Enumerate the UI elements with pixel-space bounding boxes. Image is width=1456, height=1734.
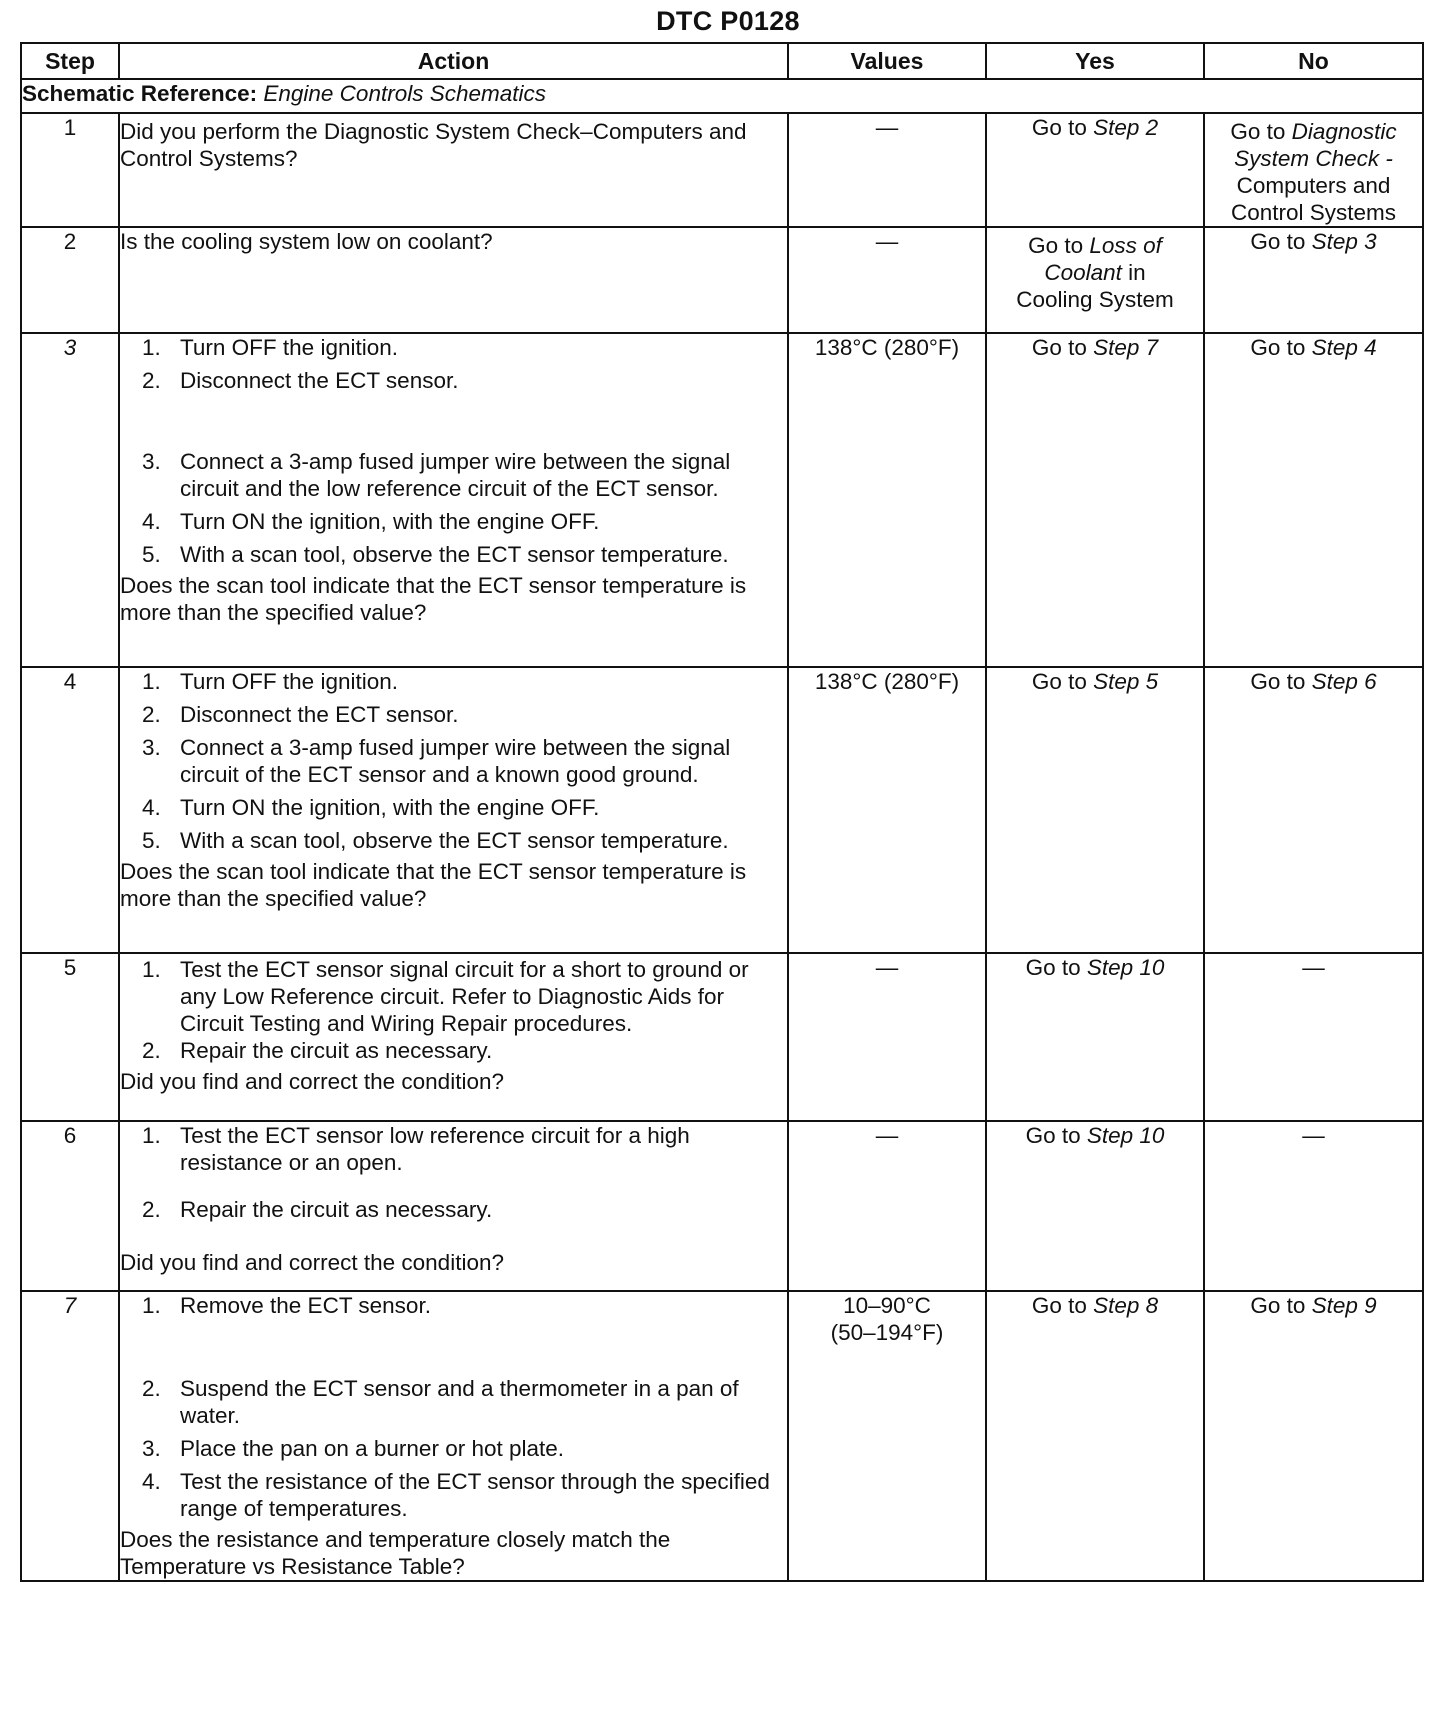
list-item-text: Turn ON the ignition, with the engine OFF. [180,795,600,820]
list-item-text: Test the ECT sensor signal circuit for a short to ground or any Low Reference circuit. Refer to Diagnostic Aids for Circuit Testing and Wiring Repair procedures. [180,957,749,1036]
go-to-label: Go to [1025,1123,1081,1148]
list-item: 1. Test the ECT sensor low reference circuit for a high resistance or an open. [142,1123,690,1175]
action-cell: Did you perform the Diagnostic System Check–Computers and Control Systems? [119,113,788,227]
yes-target: Step 10 [1086,955,1165,980]
action-cell [119,667,788,953]
value-cell: 138°C (280°F) [788,333,986,667]
yes-cell [986,953,1204,1121]
list-item: 4. Turn ON the ignition, with the engine OFF. [142,509,600,534]
action-cell: Is the cooling system low on coolant? [119,227,788,333]
go-to-label: Go to [1031,1293,1087,1318]
list-item-text: Disconnect the ECT sensor. [180,368,459,393]
action-cell [119,333,788,667]
value-cell: — [788,113,986,227]
step-number: 4 [21,667,119,953]
action-question: Did you find and correct the condition? [120,1069,504,1094]
go-to-label: Go to [1031,669,1087,694]
diagnostic-table [20,42,1424,1582]
yes-cell [986,227,1204,333]
no-target-rest: Computers and Control Systems [1230,173,1397,225]
list-item: 3. Connect a 3-amp fused jumper wire between the signal circuit of the ECT sensor and a known good ground. [142,735,731,787]
yes-target: Step 7 [1093,335,1159,360]
list-item-text: Repair the circuit as necessary. [180,1038,493,1063]
list-item-text: Remove the ECT sensor. [180,1293,431,1318]
list-item: 2. Repair the circuit as necessary. [142,1197,493,1222]
list-item-text: With a scan tool, observe the ECT sensor temperature. [180,542,729,567]
step-number: 5 [21,953,119,1121]
table-row [21,113,1423,227]
no-cell [1204,667,1423,953]
no-cell [1204,113,1423,227]
step-number: 2 [21,227,119,333]
go-to-label: Go to [1028,233,1084,258]
action-list [120,1292,787,1522]
step-number: 6 [21,1121,119,1291]
table-row [21,1121,1423,1291]
list-item-text: Turn OFF the ignition. [180,669,399,694]
value-line: 10–90°C [843,1293,931,1318]
action-question: Does the resistance and temperature closely match the Temperature vs Resistance Table? [120,1527,671,1579]
action-question: Does the scan tool indicate that the ECT sensor temperature is more than the specified value? [120,573,747,625]
yes-target-rest: in [1128,260,1146,285]
no-target: Step 6 [1311,669,1377,694]
list-item: 4. Turn ON the ignition, with the engine OFF. [142,795,600,820]
action-cell [119,953,788,1121]
table-row [21,1291,1423,1581]
go-to-label: Go to [1250,229,1306,254]
yes-cell [986,333,1204,667]
header-action: Action [119,43,788,79]
header-no: No [1204,43,1423,79]
no-cell [1204,1291,1423,1581]
yes-cell [986,1121,1204,1291]
action-cell [119,1291,788,1581]
list-item-text: Repair the circuit as necessary. [180,1197,493,1222]
page-title: DTC P0128 [656,6,800,36]
list-item-text: Connect a 3-amp fused jumper wire between the signal circuit of the ECT sensor and a known good ground. [180,735,731,787]
action-cell [119,1121,788,1291]
value-cell: 138°C (280°F) [788,667,986,953]
table-row [21,333,1423,667]
list-item: 3. Place the pan on a burner or hot plate. [142,1436,565,1461]
list-item: 2. Disconnect the ECT sensor. [142,702,459,727]
list-item: 5. With a scan tool, observe the ECT sensor temperature. [142,542,729,567]
yes-target: Step 8 [1093,1293,1159,1318]
value-line: (50–194°F) [830,1320,944,1345]
action-list [120,334,787,568]
action-question: Did you find and correct the condition? [120,1250,504,1275]
list-item: 3. Connect a 3-amp fused jumper wire between the signal circuit and the low reference circuit of the ECT sensor. [142,449,731,501]
list-item: 1. Turn OFF the ignition. [142,669,399,694]
no-target: Step 4 [1311,335,1377,360]
list-item: 2. Disconnect the ECT sensor. [142,368,459,393]
no-cell [1204,333,1423,667]
step-number: 7 [21,1291,119,1581]
list-item-text: Test the resistance of the ECT sensor through the specified range of temperatures. [180,1469,770,1521]
header-yes: Yes [986,43,1204,79]
header-values: Values [788,43,986,79]
yes-target: Step 2 [1093,115,1159,140]
list-item-text: Test the ECT sensor low reference circuit for a high resistance or an open. [180,1123,690,1175]
yes-cell [986,113,1204,227]
no-cell: — [1204,953,1423,1121]
list-item: 1. Turn OFF the ignition. [142,335,399,360]
no-target: Diagnostic System Check - [1234,119,1397,171]
list-item: 1. Test the ECT sensor signal circuit for a short to ground or any Low Reference circuit. Refer to Diagnostic Aids for Circuit Testing and Wiring Repair procedures. [142,957,749,1036]
list-item: 2. Repair the circuit as necessary. [142,1038,493,1063]
schematic-reference-row [21,79,1423,113]
schematic-reference-value: Engine Controls Schematics [263,81,547,106]
list-item-text: Turn ON the ignition, with the engine OFF. [180,509,600,534]
go-to-label: Go to [1230,119,1286,144]
yes-target-tail: Cooling System [1016,287,1174,312]
schematic-reference-label: Schematic Reference: [22,81,258,106]
list-item-text: Turn OFF the ignition. [180,335,399,360]
yes-target: Step 5 [1093,669,1159,694]
no-target: Step 3 [1311,229,1377,254]
list-item: 4. Test the resistance of the ECT sensor through the specified range of temperatures. [142,1469,770,1521]
list-item: 1. Remove the ECT sensor. [142,1293,431,1318]
yes-target: Step 10 [1086,1123,1165,1148]
table-row [21,667,1423,953]
header-row [21,43,1423,79]
go-to-label: Go to [1250,669,1306,694]
list-item: 2. Suspend the ECT sensor and a thermometer in a pan of water. [142,1376,739,1428]
action-list [120,1122,787,1223]
schematic-reference [21,79,1423,113]
list-item-text: Connect a 3-amp fused jumper wire between the signal circuit and the low reference circuit of the ECT sensor. [180,449,731,501]
go-to-label: Go to [1250,335,1306,360]
no-cell [1204,227,1423,333]
table-row [21,227,1423,333]
go-to-label: Go to [1250,1293,1306,1318]
header-step: Step [21,43,119,79]
action-list [120,668,787,854]
step-number: 3 [21,333,119,667]
yes-cell [986,667,1204,953]
table-row [21,953,1423,1121]
go-to-label: Go to [1031,335,1087,360]
go-to-label: Go to [1031,115,1087,140]
value-cell: — [788,227,986,333]
value-cell: — [788,953,986,1121]
no-cell: — [1204,1121,1423,1291]
list-item-text: Suspend the ECT sensor and a thermometer in a pan of water. [180,1376,739,1428]
value-cell [788,1291,986,1581]
list-item: 5. With a scan tool, observe the ECT sensor temperature. [142,828,729,853]
action-question: Does the scan tool indicate that the ECT sensor temperature is more than the specified value? [120,859,747,911]
no-target: Step 9 [1311,1293,1377,1318]
list-item-text: With a scan tool, observe the ECT sensor temperature. [180,828,729,853]
action-list [120,956,787,1064]
value-cell: — [788,1121,986,1291]
list-item-text: Disconnect the ECT sensor. [180,702,459,727]
yes-target: Loss of Coolant [1044,233,1162,285]
step-number: 1 [21,113,119,227]
list-item-text: Place the pan on a burner or hot plate. [180,1436,565,1461]
go-to-label: Go to [1025,955,1081,980]
yes-cell [986,1291,1204,1581]
